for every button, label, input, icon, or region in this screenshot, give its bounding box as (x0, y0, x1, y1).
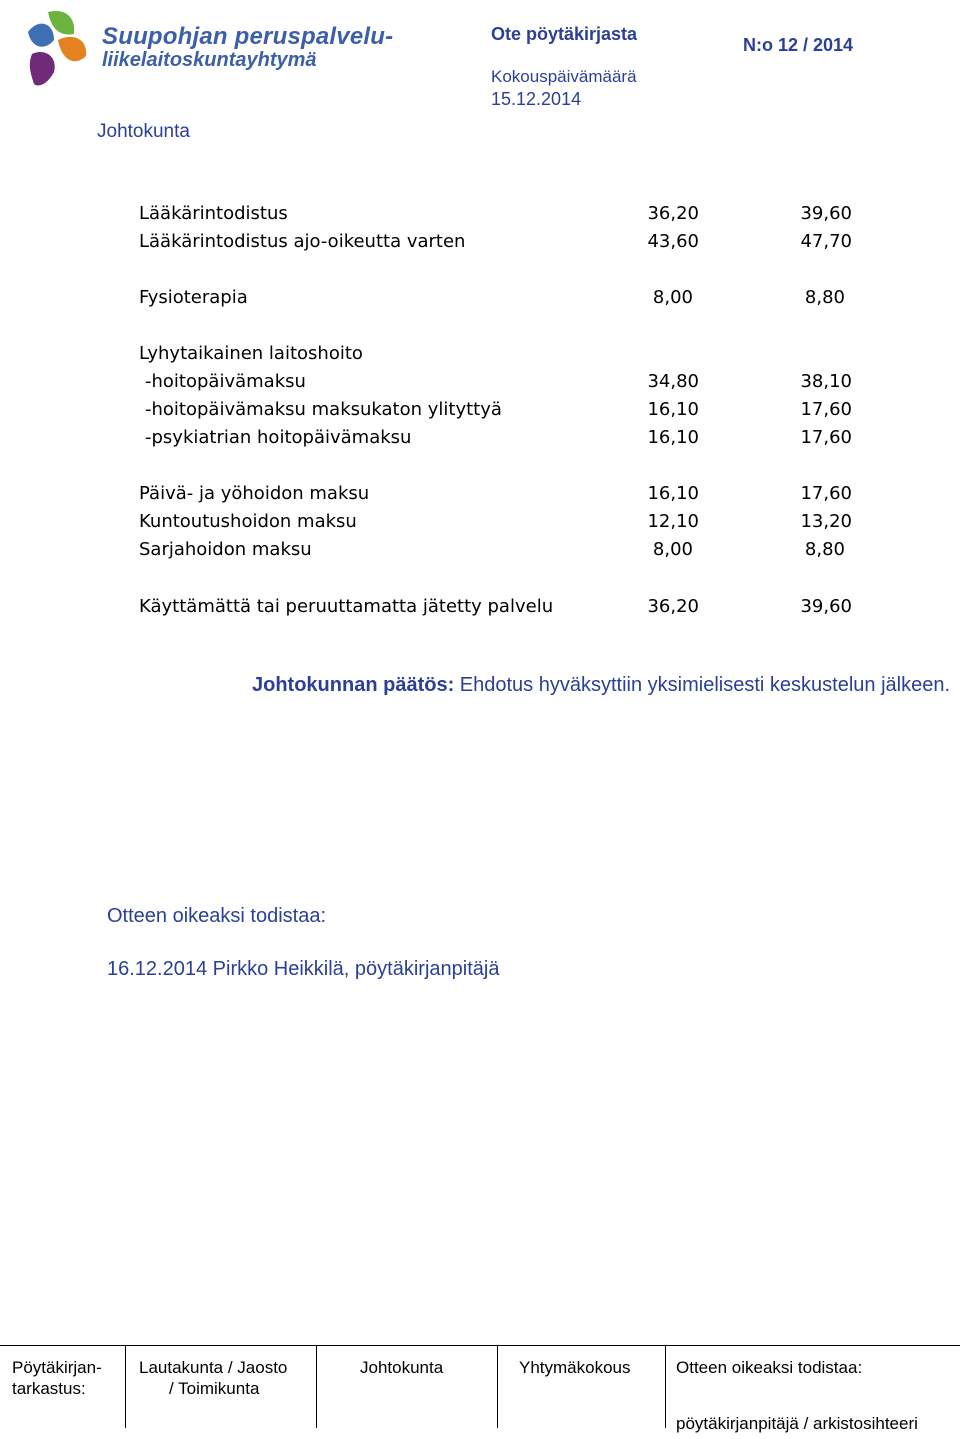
fee-name: Sarjahoidon maksu (139, 539, 312, 560)
document-title: Ote pöytäkirjasta (491, 24, 638, 44)
document-number: N:o 12 / 2014 (743, 35, 854, 55)
fee-new-value: 39,60 (800, 596, 852, 617)
meeting-date-label: Kokouspäivämäärä (491, 67, 637, 86)
organization-logo (24, 10, 92, 90)
footer-review-line1: Pöytäkirjan- (12, 1358, 102, 1377)
fee-new-value: 8,80 (804, 539, 845, 560)
footer-review-line2: tarkastus: (12, 1379, 86, 1398)
fee-row (139, 370, 859, 394)
footer-committee-line1: Lautakunta / Jaosto (139, 1358, 288, 1377)
organization-name-line1: Suupohjan peruspalvelu- (102, 23, 394, 50)
fee-old-value: 12,10 (647, 511, 699, 532)
fee-name: Päivä- ja yöhoidon maksu (139, 483, 370, 504)
footer-board-label: Johtokunta (360, 1358, 444, 1377)
fee-name: Lääkärintodistus (139, 203, 288, 224)
footer-certify-cell (665, 1346, 960, 1433)
fee-old-value: 36,20 (647, 203, 699, 224)
footer-table (0, 1345, 960, 1433)
fee-new-value: 8,80 (804, 287, 845, 308)
fee-old-value: 16,10 (647, 399, 699, 420)
fee-old-value: 8,00 (652, 287, 693, 308)
organization-name-line2: liikelaitoskuntayhtymä (102, 49, 317, 71)
decision-text: Ehdotus hyväksyttiin yksimielisesti keskustelun jälkeen. (454, 674, 951, 696)
board-name: Johtokunta (97, 121, 190, 142)
fee-group-heading: Lyhytaikainen laitoshoito (139, 343, 363, 364)
fee-new-value: 17,60 (800, 483, 852, 504)
footer-committee-cell (125, 1346, 316, 1428)
board-decision (252, 672, 960, 698)
footer-board-cell (316, 1346, 497, 1428)
fee-name: -psykiatrian hoitopäivämaksu (145, 427, 412, 448)
fee-new-value: 39,60 (800, 203, 852, 224)
fee-new-value: 17,60 (800, 427, 852, 448)
footer-assembly-label: Yhtymäkokous (519, 1358, 631, 1377)
fee-row (139, 202, 859, 226)
fee-new-value: 17,60 (800, 399, 852, 420)
fee-new-value: 47,70 (800, 231, 852, 252)
fee-row (139, 595, 859, 619)
fee-row (139, 482, 859, 506)
footer-committee-line2: / Toimikunta (169, 1379, 260, 1398)
fee-row (139, 286, 859, 310)
fee-old-value: 16,10 (647, 427, 699, 448)
decision-label: Johtokunnan päätös: (252, 674, 455, 696)
fee-name: -hoitopäivämaksu maksukaton ylityttyä (145, 399, 502, 420)
fee-old-value: 8,00 (652, 539, 693, 560)
fee-name: Kuntoutushoidon maksu (139, 511, 357, 532)
fee-old-value: 16,10 (647, 483, 699, 504)
fee-row (139, 342, 859, 366)
certification-label: Otteen oikeaksi todistaa: (107, 905, 327, 927)
fee-name: Käyttämättä tai peruuttamatta jätetty palvelu (139, 596, 554, 617)
fee-row (139, 538, 859, 562)
fee-name: -hoitopäivämaksu (145, 371, 306, 392)
fee-old-value: 43,60 (647, 231, 699, 252)
footer-assembly-cell (497, 1346, 665, 1428)
fee-old-value: 34,80 (647, 371, 699, 392)
footer-secretary-label: pöytäkirjanpitäjä / arkistosihteeri (676, 1414, 918, 1433)
meeting-date: 15.12.2014 (491, 89, 582, 109)
fee-new-value: 13,20 (800, 511, 852, 532)
fee-new-value: 38,10 (800, 371, 852, 392)
fee-old-value: 36,20 (647, 596, 699, 617)
fee-row (139, 398, 859, 422)
fee-row (139, 510, 859, 534)
signature-line: 16.12.2014 Pirkko Heikkilä, pöytäkirjanpitäjä (107, 958, 500, 980)
footer-certify-label: Otteen oikeaksi todistaa: (676, 1358, 863, 1377)
fee-row (139, 426, 859, 450)
fee-name: Lääkärintodistus ajo-oikeutta varten (139, 231, 466, 252)
fee-row (139, 230, 859, 254)
fee-name: Fysioterapia (139, 287, 248, 308)
